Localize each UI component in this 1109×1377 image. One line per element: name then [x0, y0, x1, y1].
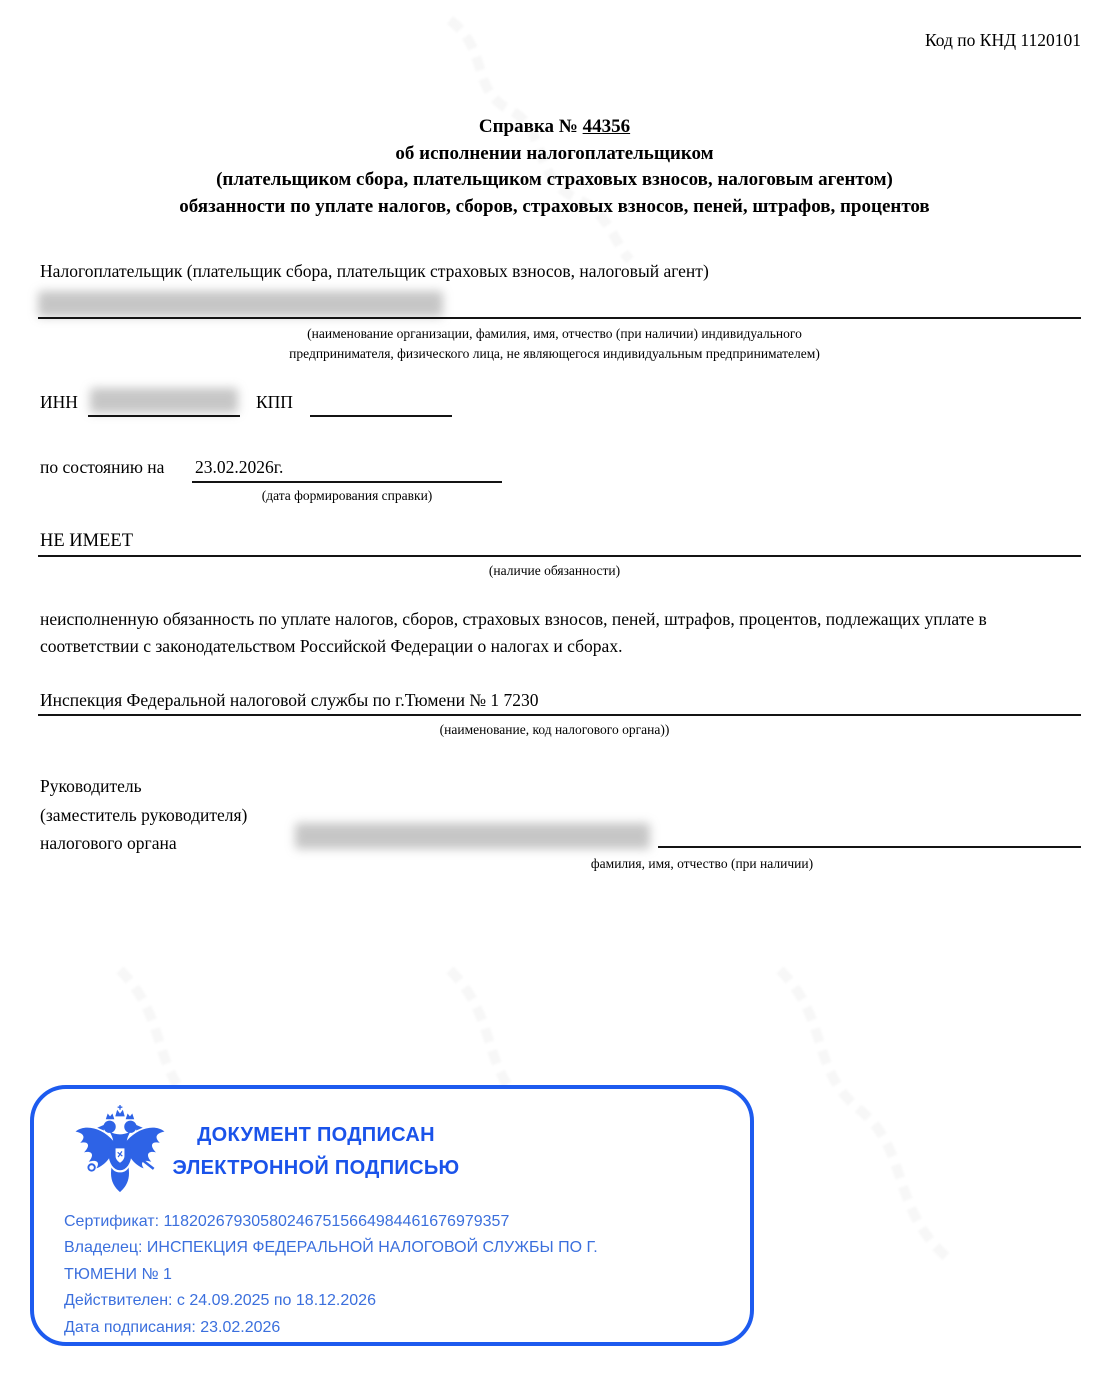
title-line-3: (плательщиком сбора, плательщиком страховых взносов, налоговым агентом) — [216, 169, 893, 190]
head-name-redacted — [295, 823, 650, 849]
title-line-1: Справка № 44356 — [478, 116, 631, 137]
knd-code: Код по КНД 1120101 — [924, 30, 1081, 50]
taxpayer-underline — [38, 317, 1081, 319]
stamp-certificate: Сертификат: 118202679305802467515664984461676979357 — [64, 1213, 510, 1230]
inn-label: ИНН — [40, 392, 78, 412]
stamp-signing-date: Дата подписания: 23.02.2026 — [64, 1318, 281, 1336]
stamp-title: ДОКУМЕНТ ПОДПИСАН ЭЛЕКТРОННОЙ ПОДПИСЬЮ — [172, 1124, 460, 1179]
stamp-owner-line1: Владелец: ИНСПЕКЦИЯ ФЕДЕРАЛЬНОЙ НАЛОГОВОЙ СЛУЖБЫ ПО Г. — [64, 1239, 598, 1257]
watermark-squiggle — [770, 960, 990, 1290]
taxpayer-label: Налогоплательщик (плательщик сбора, плательщик страховых взносов, налоговый агент) — [40, 261, 709, 281]
as-of-caption: (дата формирования справки) — [261, 488, 433, 503]
taxpayer-name-redacted — [38, 291, 443, 317]
status-caption: (наличие обязанности) — [488, 563, 621, 578]
authority-value: Инспекция Федеральной налоговой службы по г.Тюмени № 1 7230 — [40, 690, 539, 710]
status-value: НЕ ИМЕЕТ — [40, 531, 133, 551]
authority-underline — [38, 714, 1081, 716]
inn-underline — [88, 415, 240, 417]
stamp-details — [64, 1209, 704, 1341]
document-title — [0, 114, 1109, 220]
kpp-underline — [310, 415, 452, 417]
authority-caption: (наименование, код налогового органа)) — [439, 722, 670, 737]
as-of-underline — [192, 481, 502, 483]
esignature-stamp — [30, 1085, 754, 1346]
stamp-validity: Действителен: с 24.09.2025 по 18.12.2026 — [64, 1292, 376, 1310]
certificate-number: 44356 — [582, 116, 631, 137]
as-of-prefix: по состоянию на — [40, 457, 165, 477]
body-paragraph: неисполненную обязанность по уплате налогов, сборов, страховых взносов, пеней, штрафов, процентов, подлежащих уплате в соответствии с законодательством Российской Федерации о налогах и сборах. — [40, 609, 987, 656]
head-underline — [658, 846, 1081, 848]
stamp-owner-line2: ТЮМЕНИ № 1 — [64, 1265, 172, 1283]
title-line-4: обязанности по уплате налогов, сборов, страховых взносов, пеней, штрафов, процентов — [179, 195, 930, 217]
taxpayer-caption: (наименование организации, фамилия, имя, отчество (при наличии) индивидуального предпринимателя, физического лица, не являющегося индивидуальным предпринимателем) — [289, 326, 820, 361]
inn-value-redacted — [90, 388, 238, 413]
head-caption: фамилия, имя, отчество (при наличии) — [590, 856, 814, 871]
title-line-2: об исполнении налогоплательщиком — [395, 142, 714, 164]
head-label: Руководитель (заместитель руководителя) налогового органа — [40, 776, 248, 853]
status-underline — [38, 555, 1081, 557]
kpp-label: КПП — [256, 392, 293, 412]
as-of-date: 23.02.2026г. — [195, 457, 284, 477]
